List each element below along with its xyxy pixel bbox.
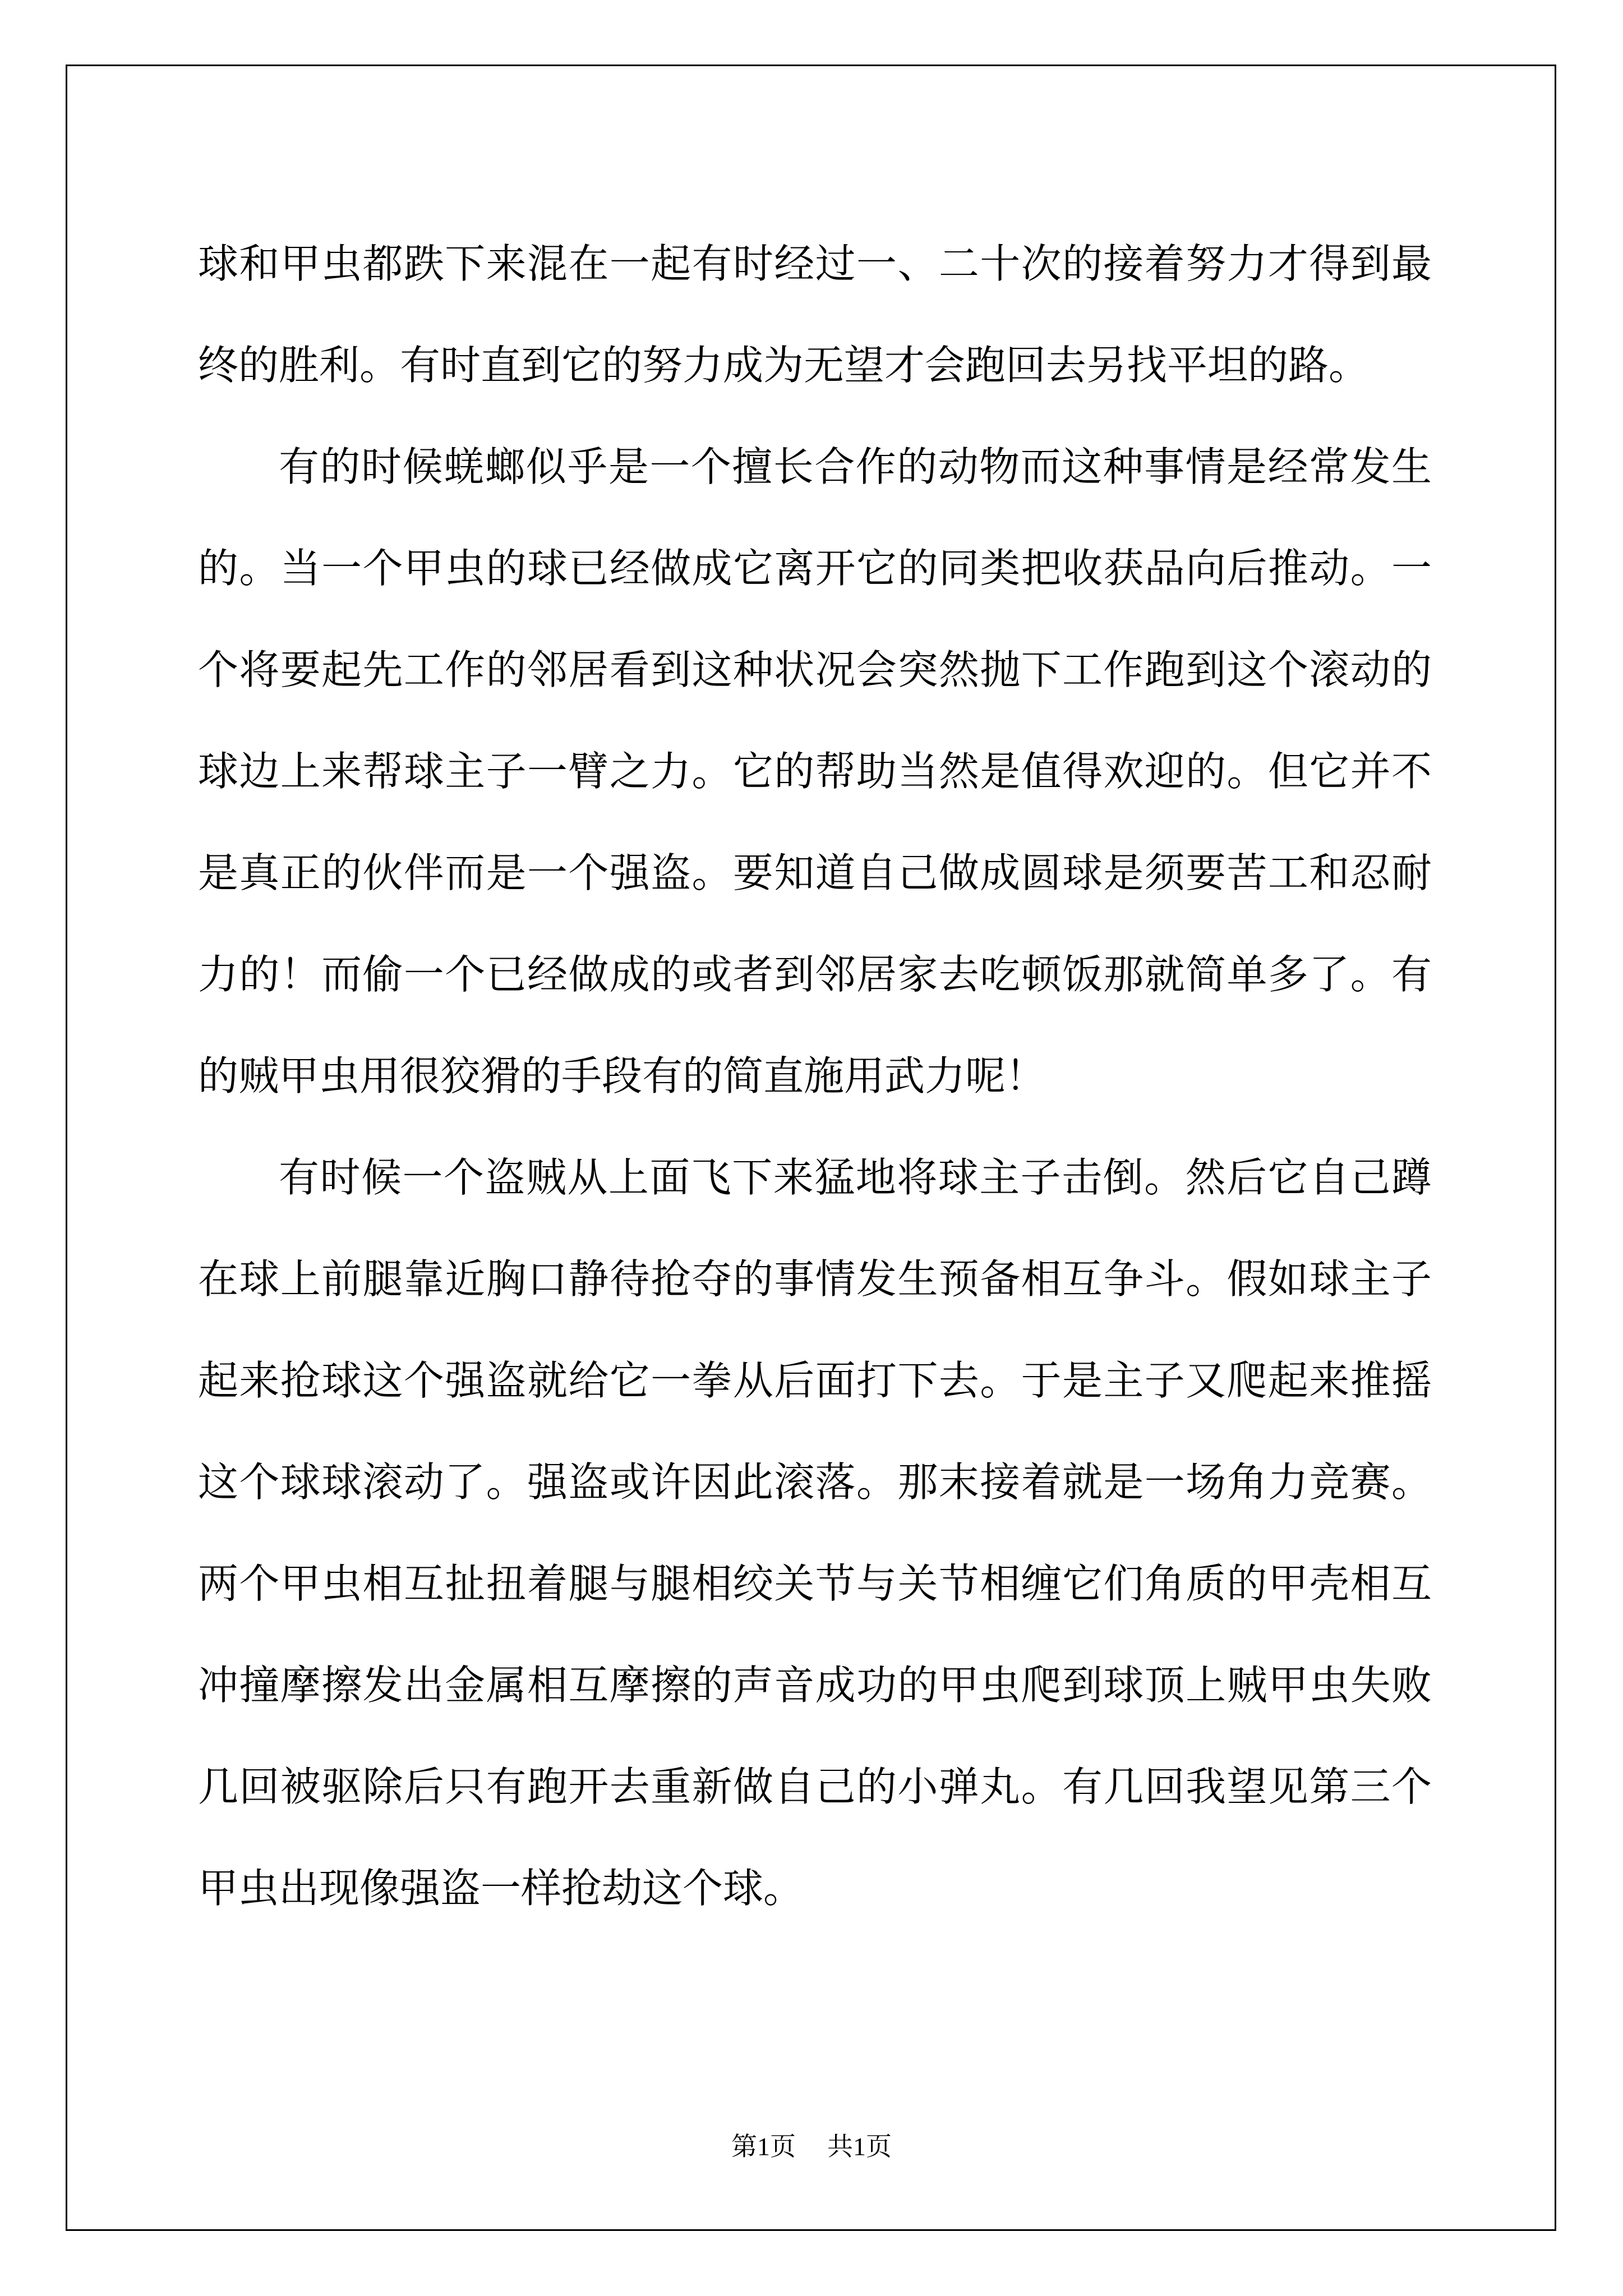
paragraph-1: 球和甲虫都跌下来混在一起有时经过一、二十次的接着努力才得到最终的胜利。有时直到它的努力成为无望才会跑回去另找平坦的路。 xyxy=(198,240,1432,389)
page-total: 共1页 xyxy=(827,2132,892,2161)
paragraph-3: 有时候一个盗贼从上面飞下来猛地将球主子击倒。然后它自己蹲在球上前腿靠近胸口静待抢夺的事情发生预备相互争斗。假如球主子起来抢球这个强盗就给它一拳从后面打下去。于是主子又爬起来推摇这个球球滚动了。强盗或许因此滚落。那末接着就是一场角力竞赛。两个甲虫相互扯扭着腿与腿相绞关节与关节相缠它们角质的甲壳相互冲撞摩擦发出金属相互摩擦的声音成功的甲虫爬到球顶上贼甲虫失败几回被驱除后只有跑开去重新做自己的小弹丸。有几回我望见第三个甲虫出现像强盗一样抢劫这个球。 xyxy=(198,1154,1432,1912)
document-body xyxy=(198,213,1432,1939)
paragraph-2: 有的时候蜣螂似乎是一个擅长合作的动物而这种事情是经常发生的。当一个甲虫的球已经做成它离开它的同类把收获品向后推动。一个将要起先工作的邻居看到这种状况会突然抛下工作跑到这个滚动的球边上来帮球主子一臂之力。它的帮助当然是值得欢迎的。但它并不是真正的伙伴而是一个强盗。要知道自己做成圆球是须要苦工和忍耐力的！而偷一个已经做成的或者到邻居家去吃顿饭那就简单多了。有的贼甲虫用很狡猾的手段有的简直施用武力呢！ xyxy=(198,443,1432,1099)
page-number: 第1页 xyxy=(731,2132,796,2161)
page-footer xyxy=(0,2126,1623,2163)
